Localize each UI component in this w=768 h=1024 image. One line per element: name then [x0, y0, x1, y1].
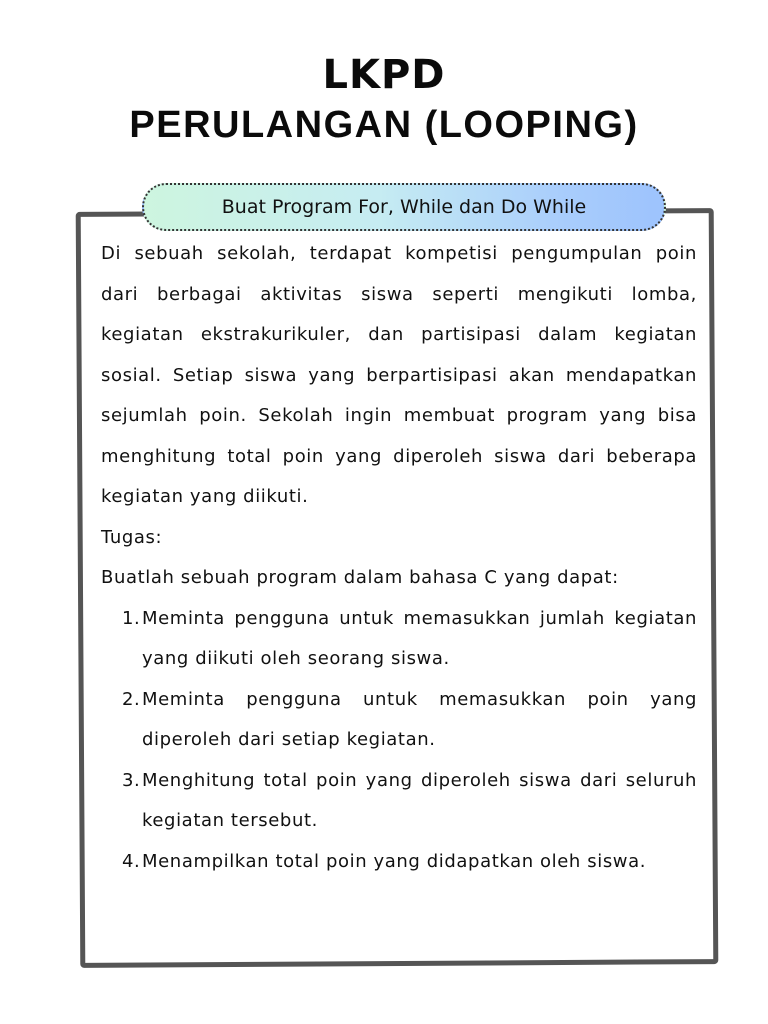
task-list [101, 599, 697, 883]
page-subtitle: PERULANGAN (LOOPING) [129, 104, 639, 146]
task-text: Meminta pengguna untuk memasukkan jumlah kegiatan yang diikuti oleh seorang siswa. [142, 607, 697, 669]
task-instruction: Buatlah sebuah program dalam bahasa C yang dapat: [101, 567, 619, 588]
task-heading: Tugas: [101, 526, 163, 548]
task-number: 2. [122, 688, 141, 710]
task-text: Menampilkan total poin yang didapatkan oleh siswa. [142, 850, 647, 872]
task-text: Menghitung total poin yang diperoleh siswa dari seluruh kegiatan tersebut. [142, 769, 697, 831]
task-item-3 [101, 761, 697, 842]
task-item-1 [101, 599, 697, 680]
task-number: 1. [122, 607, 141, 629]
intro-paragraph: Di sebuah sekolah, terdapat kompetisi pengumpulan poin dari berbagai aktivitas siswa seperti mengikuti lomba, kegiatan ekstrakurikuler, dan partisipasi dalam kegiatan sosial. Setiap siswa yang berpartisipasi akan mendapatkan sejumlah poin. Sekolah ingin membuat program yang bisa menghitung total poin yang diperoleh siswa dari beberapa kegiatan yang diikuti. [101, 243, 697, 507]
task-number: 4. [122, 850, 141, 872]
section-header-badge [142, 183, 666, 231]
task-item-2 [101, 680, 697, 761]
worksheet-content [101, 234, 697, 882]
page-title: LKPD [322, 52, 446, 98]
task-text: Meminta pengguna untuk memasukkan poin yang diperoleh dari setiap kegiatan. [142, 688, 697, 750]
task-number: 3. [122, 769, 141, 791]
section-header-label: Buat Program For, While dan Do While [221, 196, 587, 218]
task-item-4 [101, 842, 697, 883]
